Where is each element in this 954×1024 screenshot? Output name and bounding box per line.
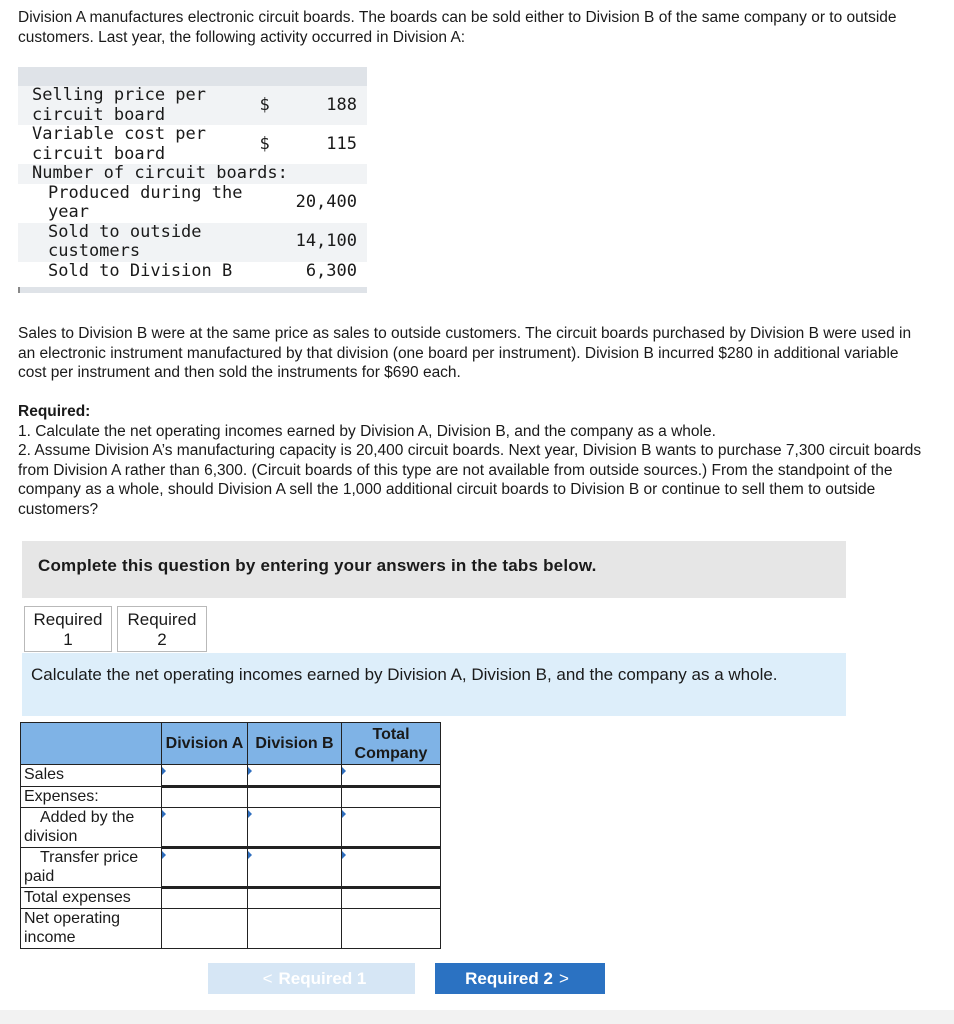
tab-instruction-panel (22, 653, 846, 716)
noi-division-a (162, 909, 248, 949)
tab-label-line1: Required (127, 610, 197, 629)
sales-paragraph: Sales to Division B were at the same price as sales to outside customers. The circuit boards purchased by Division B were used in an electronic instrument manufactured by that division (one board per instrument). Division B incurred $280 in additional variable cost per instrument and then sold the instruments for $690 each. (18, 325, 912, 381)
transfer-total-input[interactable] (342, 848, 441, 888)
data-row-number-heading (18, 164, 367, 184)
bottom-bar (0, 1010, 954, 1024)
data-table-header (18, 67, 367, 86)
sales-division-a-input[interactable] (162, 765, 248, 787)
data-row-produced (18, 184, 367, 223)
chevron-left-icon: < (262, 969, 273, 988)
data-table-footer (18, 287, 367, 293)
chevron-right-icon: > (558, 969, 569, 988)
sales-total-input[interactable] (342, 765, 441, 787)
data-label: Produced during the year (48, 182, 243, 222)
total-expenses-division-a (162, 888, 248, 909)
answer-row-expenses (21, 787, 441, 808)
tab-required-1[interactable] (24, 606, 112, 652)
answer-row-added (21, 808, 441, 848)
required-item-1: 1. Calculate the net operating incomes earned by Division A, Division B, and the company as a whole. (18, 422, 716, 440)
answer-row-transfer (21, 848, 441, 888)
data-label: Number of circuit boards: (18, 164, 367, 184)
activity-data-table (18, 67, 367, 293)
data-label: Sold to outside customers (18, 223, 260, 262)
tab-required-2[interactable] (117, 606, 207, 652)
answer-header-row (21, 723, 441, 765)
required-section (18, 402, 928, 519)
row-label-sales: Sales (21, 765, 162, 787)
header-blank (21, 723, 162, 765)
header-division-a: Division A (162, 723, 248, 765)
tab-instruction-text: Calculate the net operating incomes earned by Division A, Division B, and the company as a whole. (31, 665, 778, 684)
data-label: Variable cost per circuit board (32, 124, 206, 164)
added-division-a-input[interactable] (162, 808, 248, 848)
tab-label-line1: Required (33, 610, 103, 629)
data-currency: $ (259, 133, 270, 154)
answer-row-sales (21, 765, 441, 787)
header-total-company: Total Company (342, 723, 441, 765)
transfer-division-a-input[interactable] (162, 848, 248, 888)
data-row-selling-price (18, 86, 367, 125)
row-label-total-expenses: Total expenses (21, 888, 162, 909)
banner-text: Complete this question by entering your answers in the tabs below. (38, 556, 597, 575)
data-label: Sold to Division B (48, 260, 233, 281)
added-division-b-input[interactable] (248, 808, 342, 848)
added-total-input[interactable] (342, 808, 441, 848)
data-currency: $ (260, 86, 296, 125)
required-heading: Required: (18, 403, 91, 420)
next-required-2-button[interactable] (435, 963, 605, 994)
total-expenses-division-b (248, 888, 342, 909)
data-value: 6,300 (305, 260, 357, 281)
header-division-b: Division B (248, 723, 342, 765)
row-label-expenses: Expenses: (21, 787, 162, 808)
sales-division-b-input[interactable] (248, 765, 342, 787)
data-row-sold-outside (18, 223, 367, 262)
row-label-added: Added by the division (21, 808, 162, 848)
intro-paragraph: Division A manufactures electronic circuit boards. The boards can be sold either to Division B of the same company or to outside customers. Last year, the following activity occurred in Division A: (18, 9, 897, 46)
data-row-sold-division-b (18, 262, 367, 282)
next-button-label: Required 2 (465, 969, 553, 988)
tab-label-line2: 2 (157, 630, 167, 649)
instructions-banner (22, 541, 846, 598)
data-value: 14,100 (296, 223, 367, 262)
tab-label-line2: 1 (63, 630, 73, 649)
answer-row-total-expenses (21, 888, 441, 909)
data-label: Selling price per circuit board (18, 86, 260, 125)
required-item-2: 2. Assume Division A’s manufacturing capacity is 20,400 circuit boards. Next year, Division B wants to purchase 7,300 circuit boards from Division A rather than 6,300. (Circuit boards of this type are not available from outside sources.) From the standpoint of the company as a whole, should Division A sell the 1,000 additional circuit boards to Division B or continue to sell them to outside customers? (18, 442, 922, 518)
noi-total (342, 909, 441, 949)
answer-row-noi (21, 909, 441, 949)
transfer-division-b-input[interactable] (248, 848, 342, 888)
data-value: 188 (296, 86, 367, 125)
data-value: 115 (326, 133, 357, 154)
prev-button-label: Required 1 (278, 969, 367, 988)
total-expenses-total (342, 888, 441, 909)
row-label-noi: Net operating income (21, 909, 162, 949)
answer-table (20, 722, 441, 949)
noi-division-b (248, 909, 342, 949)
prev-required-1-button (208, 963, 415, 994)
data-value: 20,400 (295, 192, 357, 213)
row-label-transfer: Transfer price paid (21, 848, 162, 888)
data-row-variable-cost (18, 125, 367, 164)
